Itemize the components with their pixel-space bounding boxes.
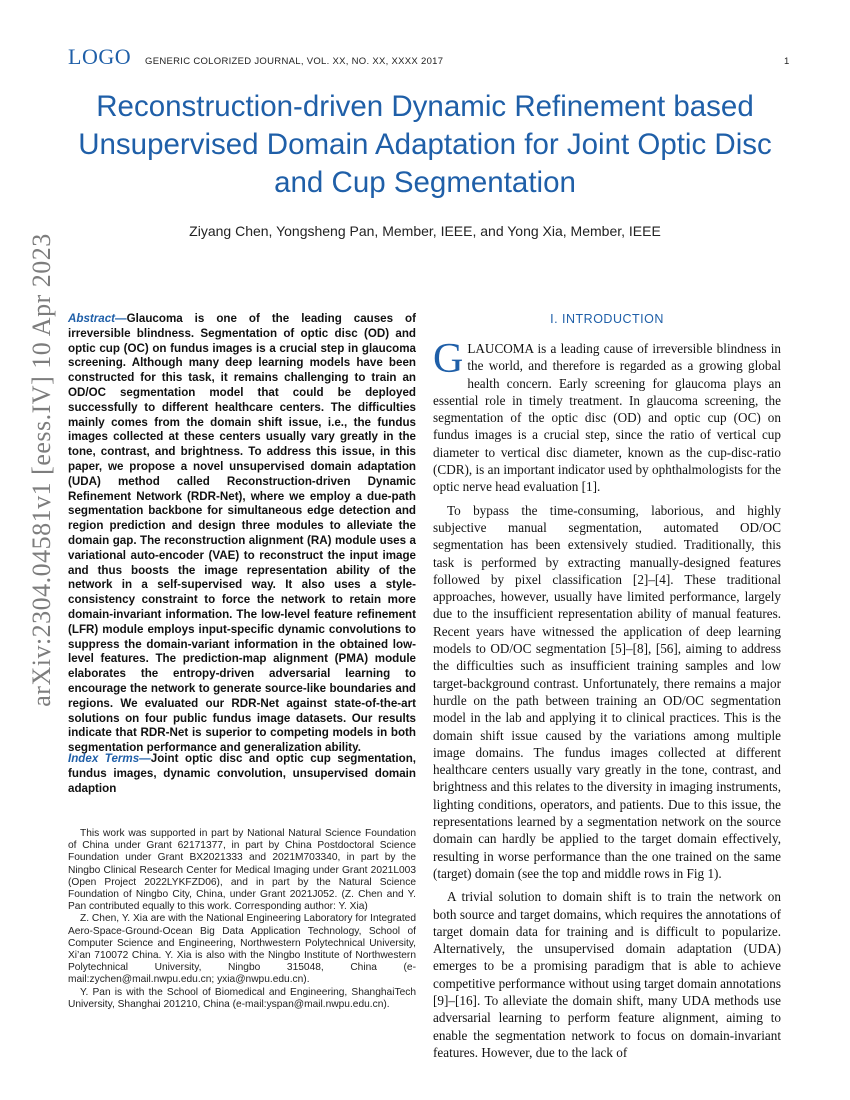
abstract-lead: Abstract <box>68 312 116 325</box>
journal-logo: LOGO <box>68 44 132 69</box>
footnote-affiliation-2: Y. Pan is with the School of Biomedical and Engineering, ShanghaiTech University, Shanghai 201210, China (e-mail:yspan@mail.nwpu.edu.cn). <box>68 986 416 1010</box>
index-terms-text: Joint optic disc and optic cup segmentation, fundus images, dynamic convolution, unsupervised domain adaption <box>68 752 416 795</box>
introduction-body <box>433 336 781 1061</box>
intro-paragraph-2: To bypass the time-consuming, laborious, and highly subjective manual segmentation, automated OD/OC segmentation has been extensively studied. Traditionally, this task is performed by extracting manually-designed features followed by pixel classification [2]–[4]. These traditional approaches, however, usually have limited performance, largely due to the insufficient representation ability of manual features. Recent years have witnessed the application of deep learning models to OD/OC segmentation [5]–[8], [56], aiming to address the difficulties such as insufficient training samples and low target-background contrast. Unfortunately, there remains a major hurdle on the path between training an OD/OC segmentation model in the lab and applying it to clinical practices. This is the domain shift issue caused by the variations among multiple image domains. The fundus images collected at different healthcare centers usually vary greatly in the tone, contrast, and brightness and this relates to the diversity in imaging instruments, lighting conditions, operators, and patients. Due to this issue, the representations learned by a segmentation network on the source domain can hardly be applied to the target domain effectively, resulting in worse performance than the one trained on the same (target) domain (see the top and middle rows in Fig 1). <box>433 502 781 881</box>
section-heading-introduction: I. INTRODUCTION <box>550 312 664 326</box>
intro-paragraph-1 <box>433 336 781 496</box>
journal-header: GENERIC COLORIZED JOURNAL, VOL. XX, NO. XX, XXXX 2017 <box>145 56 444 67</box>
drop-cap: G <box>433 336 464 382</box>
arxiv-stamp-text: arXiv:2304.04581v1 [eess.IV] 10 Apr 2023 <box>27 233 56 707</box>
intro-paragraph-3: A trivial solution to domain shift is to train the network on both source and target domains, which requires the annotations of target domain data for training and is difficult to popularize. Alternatively, the unsupervised domain adaptation (UDA) emerges to be a promising paradigm that is able to achieve competitive performance without using target domain annotations [9]–[16]. To alleviate the domain shift, many UDA methods use adversarial learning to perform feature alignment, aiming to enable the segmentation network to focus on domain-invariant features. However, due to the lack of <box>433 889 781 1060</box>
intro-paragraph-1-text: LAUCOMA is a leading cause of irreversible blindness in the world, and therefore is regarded as a growing global health concern. Early screening for glaucoma plays an essential role in timely treatment. In glaucoma screening, the segmentation of the optic disc (OD) and optic cup (OC) on fundus images is a crucial step, since the ratio of vertical cup diameter to vertical disc diameter, known as the cup-disc-ratio (CDR), is an important indicator used by ophthalmologists for the optic nerve head evaluation [1]. <box>433 341 781 495</box>
page-number: 1 <box>784 56 790 67</box>
footnote-affiliation-1: Z. Chen, Y. Xia are with the National Engineering Laboratory for Integrated Aero-Space-Ground-Ocean Big Data Application Technology, School of Computer Science and Engineering, Northwestern Polytechnical University, Xi’an 710072 China. Y. Xia is also with the Ningbo Institute of Northwestern Polytechnical University, Ningbo 315048, China (e-mail:zychen@mail.nwpu.edu.cn; yxia@nwpu.edu.cn). <box>68 913 416 986</box>
abstract <box>68 312 416 756</box>
index-terms-dash: — <box>139 752 151 765</box>
index-terms <box>68 752 416 796</box>
abstract-text: Glaucoma is one of the leading causes of irreversible blindness. Segmentation of optic disc (OD) and optic cup (OC) on fundus images is a crucial step in glaucoma screening. Although many deep learning models have been constructed for this task, it remains challenging to train an OD/OC segmentation model that could be deployed successfully to different healthcare centers. The difficulties mainly comes from the domain shift issue, i.e., the fundus images collected at these centers usually vary greatly in the tone, contrast, and brightness. To address this issue, in this paper, we propose a novel unsupervised domain adaptation (UDA) method called Reconstruction-driven Dynamic Refinement Network (RDR-Net), where we employ a due-path segmentation backbone for simultaneous edge detection and region prediction and design three modules to alleviate the domain gap. The reconstruction alignment (RA) module uses a variational auto-encoder (VAE) to reconstruct the input image and thus boosts the image representation ability of the network in a self-supervised way. It also uses a style-consistency constraint to force the network to retain more domain-invariant information. The low-level feature refinement (LFR) module employs input-specific dynamic convolutions to suppress the domain-variant information in the obtained low-level features. The prediction-map alignment (PMA) module elaborates the entropy-driven adversarial learning to encourage the network to generate source-like boundaries and regions. We evaluated our RDR-Net against state-of-the-art solutions on four public fundus image datasets. Our results indicate that RDR-Net is superior to competing models in both segmentation performance and generalization ability. <box>68 312 416 755</box>
index-terms-lead: Index Terms <box>68 752 140 765</box>
footnote-funding: This work was supported in part by National Natural Science Foundation of China under Grant 62171377, in part by China Postdoctoral Science Foundation under Grant BX2021333 and 2021M703340, in part by the Ningbo Clinical Research Center for Medical Imaging under Grant 2021L003 (Open Project 2022LYKFZD06), and in part by the Natural Science Foundation of Ningbo City, China, under Grant 2021J052. (Z. Chen and Y. Pan contributed equally to this work. Corresponding author: Y. Xia) <box>68 828 416 913</box>
arxiv-stamp <box>20 233 64 707</box>
author-line: Ziyang Chen, Yongsheng Pan, Member, IEEE, and Yong Xia, Member, IEEE <box>189 223 661 239</box>
abstract-dash: — <box>115 312 127 325</box>
paper-title: Reconstruction-driven Dynamic Refinement based Unsupervised Domain Adaptation for Joint Optic Disc and Cup Segmentation <box>78 90 772 199</box>
footnote <box>68 828 416 1011</box>
